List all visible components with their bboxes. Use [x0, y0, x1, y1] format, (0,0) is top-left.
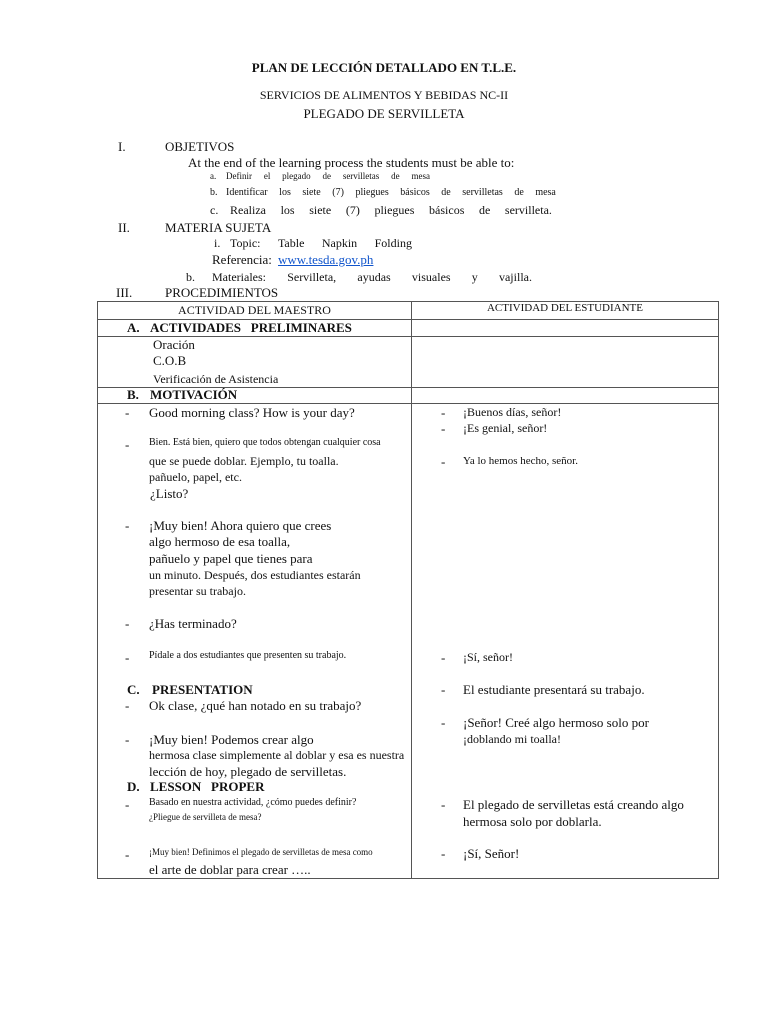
section-number-objetivos: I. [118, 139, 126, 154]
prelim-item: C.O.B [153, 353, 187, 368]
dash: - [441, 797, 446, 812]
section-c-label: C. [127, 682, 140, 697]
table-border-right [718, 301, 719, 879]
teacher-line: ¡Muy bien! Podemos crear algo [149, 732, 314, 747]
student-line: ¡doblando mi toalla! [463, 732, 561, 746]
section-b-title: MOTIVACIÓN [150, 387, 238, 402]
objectives-intro: At the end of the learning process the students must be able to: [188, 155, 515, 170]
teacher-line: ¡Muy bien! Ahora quiero que crees [149, 518, 332, 533]
section-d-title: LESSON PROPER [150, 779, 265, 794]
teacher-line: pañuelo y papel que tienes para [149, 551, 313, 566]
teacher-line: algo hermoso de esa toalla, [149, 534, 291, 549]
section-number-materia: II. [118, 220, 130, 235]
materia-topic: Topic: Table Napkin Folding [230, 236, 412, 250]
teacher-line: un minuto. Después, dos estudiantes estarán [149, 568, 361, 582]
objective-a-marker: a. [210, 171, 217, 181]
teacher-line: el arte de doblar para crear ….. [149, 862, 311, 877]
dash: - [441, 715, 446, 730]
reference-link[interactable]: www.tesda.gov.ph [278, 252, 374, 267]
dash: - [125, 847, 130, 862]
table-border-left [97, 301, 98, 879]
dash: - [441, 682, 446, 697]
reference-label: Referencia: [212, 252, 272, 267]
student-line: Ya lo hemos hecho, señor. [463, 455, 578, 467]
table-column-divider [411, 301, 412, 879]
objective-c-marker: c. [210, 203, 219, 217]
section-a-label: A. [127, 320, 140, 335]
dash: - [125, 616, 130, 631]
dash: - [441, 421, 446, 436]
dash: - [441, 846, 446, 861]
teacher-line: ¡Muy bien! Definimos el plegado de servilletas de mesa como [149, 847, 373, 857]
teacher-line: ¿Has terminado? [149, 616, 237, 631]
dash: - [441, 454, 446, 469]
teacher-line: ¿Pliegue de servilleta de mesa? [149, 812, 262, 822]
student-line: hermosa solo por doblarla. [463, 814, 602, 829]
prelim-item: Verificación de Asistencia [153, 372, 279, 386]
section-heading-materia: MATERIA SUJETA [165, 220, 272, 235]
section-a-title: ACTIVIDADES PRELIMINARES [150, 320, 352, 335]
teacher-line: Basado en nuestra actividad, ¿cómo puedes definir? [149, 797, 357, 808]
section-number-procedimientos: III. [116, 285, 133, 300]
teacher-line: hermosa clase simplemente al doblar y esa es nuestra [149, 748, 405, 762]
objective-c-text: Realiza los siete (7) pliegues básicos de servilleta. [230, 203, 552, 217]
table-divider [97, 403, 719, 404]
teacher-line: Good morning class? How is your day? [149, 405, 355, 420]
student-line: ¡Señor! Creé algo hermoso solo por [463, 715, 649, 730]
teacher-line: ¿Listo? [150, 486, 189, 501]
section-b-label: B. [127, 387, 139, 402]
section-d-label: D. [127, 779, 140, 794]
teacher-line: Bien. Está bien, quiero que todos obtengan cualquier cosa [149, 437, 381, 448]
section-heading-objetivos: OBJETIVOS [165, 139, 235, 154]
student-line: El estudiante presentará su trabajo. [463, 682, 645, 697]
student-line: ¡Buenos días, señor! [463, 405, 562, 419]
document-subtitle: SERVICIOS DE ALIMENTOS Y BEBIDAS NC-II [259, 88, 509, 102]
dash: - [125, 405, 130, 420]
teacher-line: Pídale a dos estudiantes que presenten su trabajo. [149, 650, 347, 661]
dash: - [125, 437, 130, 452]
table-border-bottom [97, 878, 719, 879]
teacher-line: lección de hoy, plegado de servilletas. [149, 764, 347, 779]
dash: - [125, 732, 130, 747]
prelim-item: Oración [153, 337, 195, 352]
document-title: PLAN DE LECCIÓN DETALLADO EN T.L.E. [251, 60, 517, 75]
student-line: ¡Sí, Señor! [463, 846, 520, 861]
section-c-title: PRESENTATION [152, 682, 253, 697]
objective-b-marker: b. [210, 187, 218, 198]
materia-i-marker: i. [214, 236, 221, 250]
objective-a-text: Definir el plegado de servilletas de mesa [226, 171, 430, 181]
dash: - [441, 650, 446, 665]
dash: - [441, 405, 446, 420]
section-heading-procedimientos: PROCEDIMIENTOS [165, 285, 279, 300]
materia-materials: Materiales: Servilleta, ayudas visuales y vajilla. [212, 270, 532, 284]
materia-b-marker: b. [186, 270, 195, 284]
teacher-line: Ok clase, ¿qué han notado en su trabajo? [149, 698, 362, 713]
dash: - [125, 797, 130, 812]
teacher-line: pañuelo, papel, etc. [149, 470, 242, 484]
dash: - [125, 650, 130, 665]
dash: - [125, 518, 130, 533]
teacher-line: presentar su trabajo. [149, 584, 246, 598]
student-line: ¡Sí, señor! [463, 650, 513, 664]
lesson-topic: PLEGADO DE SERVILLETA [303, 106, 465, 121]
student-line: El plegado de servilletas está creando algo [463, 797, 684, 812]
column-header-teacher: ACTIVIDAD DEL MAESTRO [178, 303, 331, 317]
column-header-student: ACTIVIDAD DEL ESTUDIANTE [486, 302, 643, 314]
student-line: ¡Es genial, señor! [463, 421, 548, 435]
dash: - [125, 698, 130, 713]
teacher-line: que se puede doblar. Ejemplo, tu toalla. [149, 454, 339, 468]
objective-b-text: Identificar los siete (7) pliegues básicos de servilletas de mesa [226, 187, 556, 198]
